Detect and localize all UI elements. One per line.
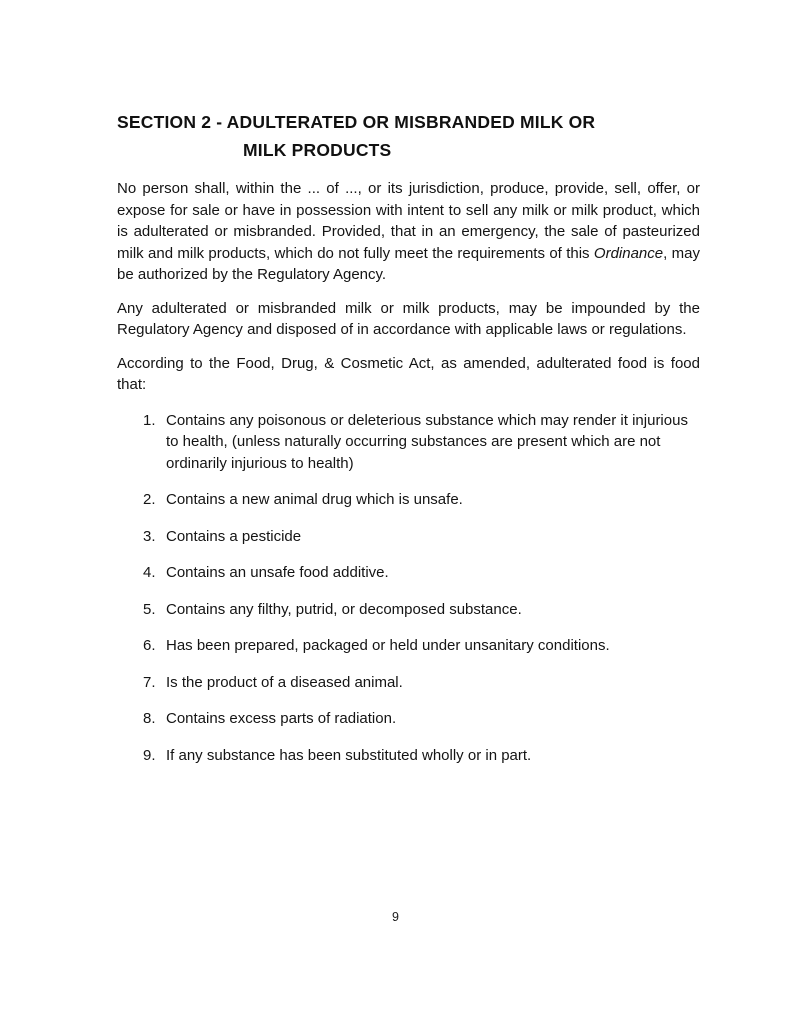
section-title <box>117 108 700 164</box>
list-item-number: 3. <box>143 527 156 545</box>
list-item-number: 5. <box>143 600 156 618</box>
section-title-line1: SECTION 2 - ADULTERATED OR MISBRANDED MILK OR <box>117 112 596 132</box>
list-item-number: 2. <box>143 491 156 508</box>
list-item-number: 4. <box>143 564 156 581</box>
list-item-text: Has been prepared, packaged or held under unsanitary conditions. <box>166 637 610 654</box>
page-number: 9 <box>392 910 399 924</box>
list-item-text: Contains a pesticide <box>166 527 302 545</box>
list-item-text: Contains any poisonous or deleterious substance which may render it injurious to health, (unless naturally occurring substances are present which are not ordinarily injurious to health) <box>166 411 688 472</box>
list-item-text: Contains an unsafe food additive. <box>166 564 389 581</box>
paragraph-no-person-text: No person shall, within the ... of ..., or its jurisdiction, produce, provide, sell, offer, or expose for sale or have in possession with intent to sell any milk or milk product, which is adulterated or misbranded. Provided, that in an emergency, the sale of pasteurized milk and milk products, which do not fully meet the requirements of this <box>117 180 700 262</box>
list-item <box>143 599 700 621</box>
list-item <box>143 635 700 657</box>
list-item-number: 1. <box>143 411 156 429</box>
list-item-text: If any substance has been substituted wholly or in part. <box>166 746 532 764</box>
list-item-text: Contains any filthy, putrid, or decomposed substance. <box>166 600 522 618</box>
list-item-text: Is the product of a diseased animal. <box>166 673 403 691</box>
list-item <box>143 708 700 730</box>
paragraph-fdc-act: According to the Food, Drug, & Cosmetic Act, as amended, adulterated food is food that: <box>117 354 700 393</box>
list-item <box>143 526 700 548</box>
paragraph-no-person <box>117 178 700 286</box>
paragraph-no-person-tail: , may be authorized by the Regulatory Agency. <box>117 244 700 283</box>
section-title-line2: MILK PRODUCTS <box>243 140 392 160</box>
list-item <box>143 489 700 511</box>
list-item <box>143 562 700 584</box>
list-item-text: Contains a new animal drug which is unsafe. <box>166 491 463 508</box>
list-item <box>143 745 700 767</box>
list-item-number: 9. <box>143 746 156 764</box>
list-item-number: 7. <box>143 673 156 691</box>
page-content <box>117 108 700 781</box>
list-item-number: 8. <box>143 710 156 727</box>
list-item <box>143 410 700 475</box>
list-item <box>143 672 700 694</box>
ordinance-italic-term: Ordinance <box>593 244 664 262</box>
adulterated-food-list <box>117 410 700 767</box>
list-item-number: 6. <box>143 637 156 654</box>
paragraph-impounded: Any adulterated or misbranded milk or milk products, may be impounded by the Regulatory Agency and disposed of in accordance with applicable laws or regulations. <box>117 299 700 338</box>
list-item-text: Contains excess parts of radiation. <box>166 710 397 727</box>
